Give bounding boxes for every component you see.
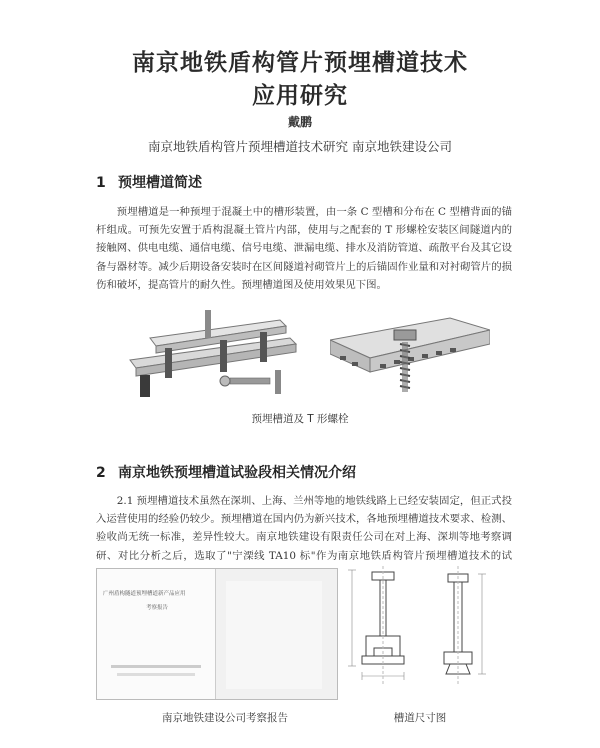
section-1-paragraph: 预埋槽道是一种预埋于混凝土中的槽形装置，由一条 C 型槽和分布在 C 型槽背面的锚杆组成。可预先安置于盾构混凝土管片内部，使用与之配套的 T 形螺栓安装区间隧道内的接触网、供电电缆、通信电缆、信号电缆、泄漏电缆、排水及消防管道、疏散平台及其它设备与器材等。减少后期设备安装时在区间隧道衬砌管片上的后锚固作业量和对衬砌管片的损伤和破坏，提高管片的耐久性。预埋槽道图及使用效果见下图。 — [96, 206, 512, 291]
title-line-2: 应用研究 — [252, 83, 348, 109]
author: 戴鹏 — [287, 115, 312, 129]
channel-dimension-drawing — [346, 566, 496, 700]
report-cover-title: 广州盾构隧道预埋槽道新产品应用 — [103, 591, 186, 597]
section-2-heading — [96, 462, 356, 482]
section-2-number: 2 — [96, 465, 106, 481]
report-cover-subtitle: 考察报告 — [145, 605, 168, 611]
channel-photo-right — [330, 310, 490, 405]
section-1-number: 1 — [96, 175, 106, 191]
section-1-title: 预埋槽道简述 — [118, 175, 202, 191]
figure-1-caption: 预埋槽道及 T 形螺栓 — [251, 413, 349, 425]
affiliation: 南京地铁盾构管片预埋槽道技术研究 南京地铁建设公司 — [148, 139, 452, 154]
report-cover-footer-line — [117, 673, 195, 676]
report-cover-scan — [96, 568, 338, 700]
figure-2-caption-right: 槽道尺寸图 — [393, 712, 447, 724]
report-inner-page — [216, 569, 337, 699]
section-2-title: 南京地铁预埋槽道试验段相关情况介绍 — [118, 465, 356, 481]
section-2-paragraph: 2.1 预埋槽道技术虽然在深圳、上海、兰州等地的地铁线路上已经安装固定，但正式投入运营使用的经验仍较少。预埋槽道在国内仍为新兴技术，各地预埋槽道技术要求、检测、验收尚无统一标准，差异性较大。南京地铁建设有限责任公司在对上海、深圳等地考察调研、对比分析之后，选取了"宁溧线 TA10 标"作为南京地铁盾构管片预埋槽道技术的试 — [96, 495, 512, 562]
report-cover-footer-line — [111, 665, 201, 668]
title-line-1: 南京地铁盾构管片预埋槽道技术 — [132, 50, 468, 76]
report-cover-page — [97, 569, 216, 699]
figure-2-caption-left: 南京地铁建设公司考察报告 — [162, 712, 288, 724]
section-1-heading — [96, 172, 202, 192]
channel-photo-left — [110, 300, 320, 400]
report-inner-page-body — [226, 581, 322, 689]
